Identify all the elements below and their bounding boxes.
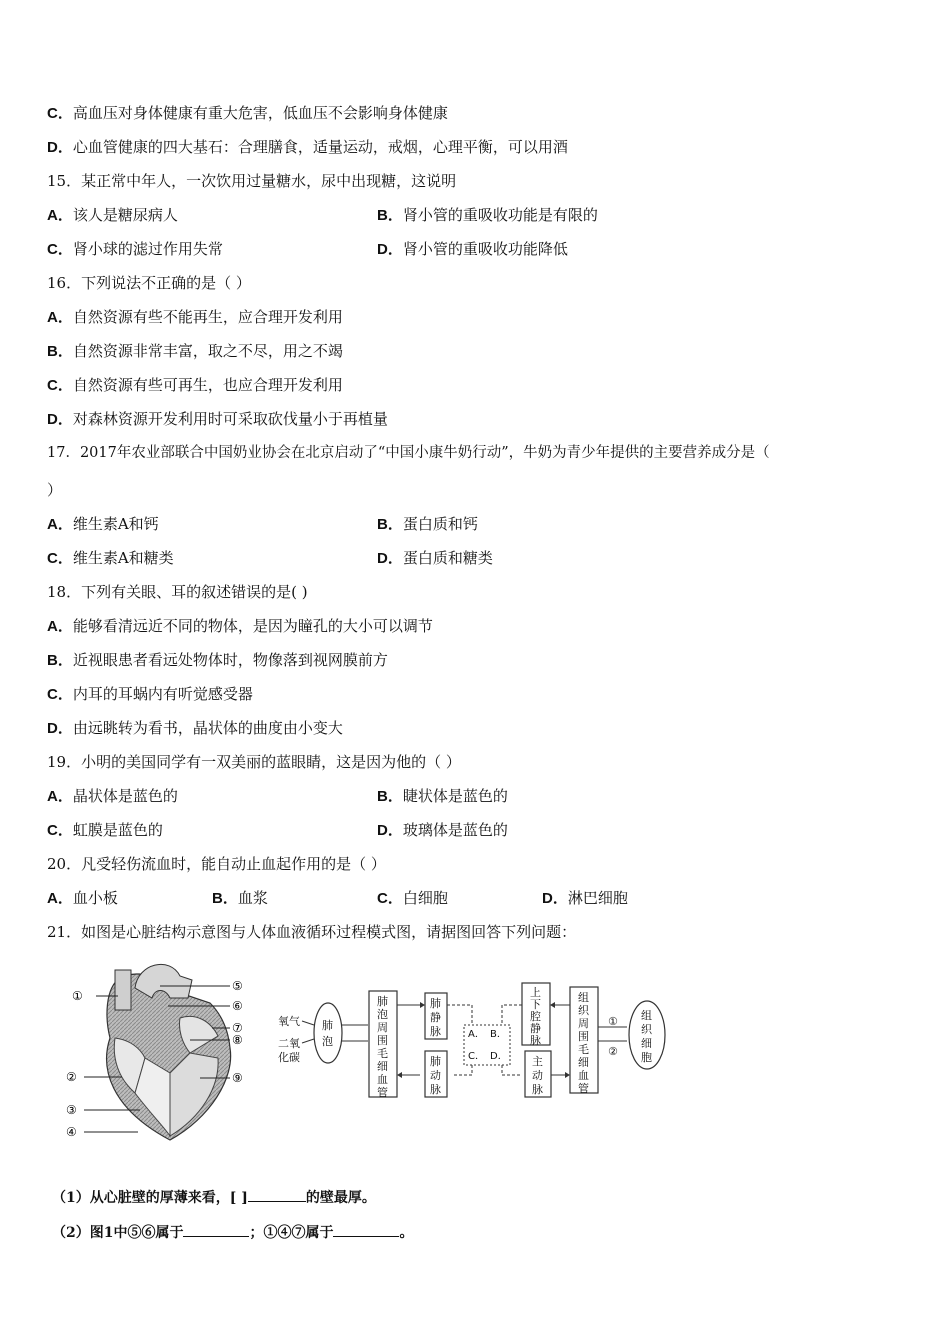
co2-label-2: 化碳 bbox=[278, 1051, 300, 1064]
heart-label-1: ① bbox=[72, 989, 83, 1003]
heart-label-9: ⑨ bbox=[232, 1071, 243, 1085]
pulm-artery-char-3: 脉 bbox=[430, 1083, 441, 1096]
exchange-1: ① bbox=[608, 1015, 618, 1028]
q18-option-d: D．由远眺转为看书，晶状体的曲度由小变大 bbox=[47, 719, 343, 737]
vena-cava-char-4: 静 bbox=[530, 1022, 541, 1035]
lung-cap-char-5: 毛 bbox=[377, 1047, 388, 1060]
q20-option-d: D．淋巴细胞 bbox=[542, 889, 628, 907]
tissue-cap-char-5: 毛 bbox=[578, 1043, 589, 1056]
tissue-cap-char-3: 周 bbox=[578, 1017, 589, 1030]
lung-cap-char-1: 肺 bbox=[377, 995, 388, 1008]
q17-option-b: B．蛋白质和钙 bbox=[377, 515, 478, 533]
pulm-artery-char-2: 动 bbox=[430, 1069, 441, 1082]
answer-blank-3[interactable] bbox=[333, 1222, 399, 1237]
q20-options bbox=[47, 888, 907, 909]
q17-options-ab bbox=[47, 514, 907, 535]
q20-stem: 20．凡受轻伤流血时，能自动止血起作用的是（ ） bbox=[47, 855, 386, 873]
alveoli-label-2: 泡 bbox=[322, 1035, 333, 1048]
pulm-vein-char-3: 脉 bbox=[430, 1025, 441, 1038]
tissue-cap-char-7: 血 bbox=[578, 1069, 589, 1082]
vena-cava-char-5: 脉 bbox=[530, 1034, 541, 1047]
heart-label-2: ② bbox=[66, 1070, 77, 1084]
q21-sub2: （2）图1中⑤⑥属于 ；①④⑦属于 。 bbox=[52, 1222, 413, 1243]
heart-diagram bbox=[60, 958, 250, 1148]
q17-stem-cont: ） bbox=[47, 481, 63, 499]
heart-label-5: ⑤ bbox=[232, 979, 243, 993]
alveoli-shape bbox=[314, 1003, 342, 1063]
tissue-cells-char-1: 组 bbox=[641, 1009, 652, 1022]
tissue-cells-char-2: 织 bbox=[641, 1023, 652, 1036]
q18-stem: 18．下列有关眼、耳的叙述错误的是( ) bbox=[47, 583, 308, 601]
q16-stem: 16．下列说法不正确的是（ ） bbox=[47, 274, 251, 292]
q19-options-ab bbox=[47, 786, 907, 807]
tissue-cells-char-4: 胞 bbox=[641, 1051, 652, 1064]
pulm-vein-char-1: 肺 bbox=[430, 997, 441, 1010]
oxygen-label: 氧气 bbox=[278, 1015, 300, 1028]
q15-option-d: D．肾小管的重吸收功能降低 bbox=[377, 240, 568, 258]
vena-cava-char-2: 下 bbox=[530, 998, 541, 1011]
q19-options-cd bbox=[47, 820, 907, 841]
tissue-cap-char-2: 织 bbox=[578, 1004, 589, 1017]
q17-option-c: C．维生素A和糖类 bbox=[47, 549, 174, 567]
alveoli-label-1: 肺 bbox=[322, 1019, 333, 1032]
q17-option-d: D．蛋白质和糖类 bbox=[377, 549, 493, 567]
q16-option-b: B．自然资源非常丰富，取之不尽，用之不竭 bbox=[47, 342, 343, 360]
answer-blank-2[interactable] bbox=[183, 1222, 249, 1237]
q20-option-a: A．血小板 bbox=[47, 889, 118, 907]
q15-stem: 15．某正常中年人，一次饮用过量糖水，尿中出现糖，这说明 bbox=[47, 172, 457, 190]
q16-option-c: C．自然资源有些可再生，也应合理开发利用 bbox=[47, 376, 343, 394]
lung-cap-char-2: 泡 bbox=[377, 1008, 388, 1021]
tissue-cap-char-8: 管 bbox=[578, 1082, 589, 1095]
tissue-cap-char-1: 组 bbox=[578, 991, 589, 1004]
q14-option-d: D．心血管健康的四大基石：合理膳食，适量运动，戒烟，心理平衡，可以用酒 bbox=[47, 138, 568, 156]
chamber-c: C． bbox=[468, 1051, 485, 1062]
q17-stem: 17．2017年农业部联合中国奶业协会在北京启动了“中国小康牛奶行动”，牛奶为青少年提供的主要营养成分是（ bbox=[47, 445, 770, 461]
heart-label-8: ⑧ bbox=[232, 1033, 243, 1047]
chamber-b: B． bbox=[490, 1029, 507, 1040]
vena-cava-char-3: 腔 bbox=[530, 1010, 541, 1023]
q20-option-b: B．血浆 bbox=[212, 889, 268, 907]
heart-label-6: ⑥ bbox=[232, 999, 243, 1013]
q19-option-c: C．虹膜是蓝色的 bbox=[47, 821, 163, 839]
tissue-cap-char-4: 围 bbox=[578, 1030, 589, 1043]
q18-option-b: B．近视眼患者看远处物体时，物像落到视网膜前方 bbox=[47, 651, 388, 669]
q21-stem: 21．如图是心脏结构示意图与人体血液循环过程模式图，请据图回答下列问题： bbox=[47, 923, 577, 941]
q17-options-cd bbox=[47, 548, 907, 569]
aorta-char-1: 主 bbox=[532, 1055, 543, 1068]
aorta-char-2: 动 bbox=[532, 1069, 543, 1082]
q18-option-a: A．能够看清远近不同的物体，是因为瞳孔的大小可以调节 bbox=[47, 617, 433, 635]
q16-option-d: D．对森林资源开发利用时可采取砍伐量小于再植量 bbox=[47, 410, 388, 428]
chamber-d: D． bbox=[490, 1051, 508, 1062]
q16-option-a: A．自然资源有些不能再生，应合理开发利用 bbox=[47, 308, 343, 326]
q14-option-c: C．高血压对身体健康有重大危害，低血压不会影响身体健康 bbox=[47, 104, 448, 122]
q15-option-a: A．该人是糖尿病人 bbox=[47, 206, 178, 224]
heart-label-3: ③ bbox=[66, 1103, 77, 1117]
chamber-a: A． bbox=[468, 1029, 485, 1040]
q17-option-a: A．维生素A和钙 bbox=[47, 515, 159, 533]
lung-cap-char-3: 周 bbox=[377, 1021, 388, 1034]
q15-option-b: B．肾小管的重吸收功能是有限的 bbox=[377, 206, 598, 224]
q19-option-a: A．晶状体是蓝色的 bbox=[47, 787, 178, 805]
tissue-cells-char-3: 细 bbox=[641, 1037, 652, 1050]
answer-blank-1[interactable] bbox=[248, 1187, 306, 1202]
tissue-cap-char-6: 细 bbox=[578, 1056, 589, 1069]
lung-cap-char-4: 围 bbox=[377, 1034, 388, 1047]
pulm-vein-char-2: 静 bbox=[430, 1011, 441, 1024]
co2-label-1: 二氧 bbox=[278, 1037, 300, 1050]
pulm-artery-char-1: 肺 bbox=[430, 1055, 441, 1068]
lung-cap-char-8: 管 bbox=[377, 1086, 388, 1099]
q21-sub1: （1）从心脏壁的厚薄来看，[ ] 的壁最厚。 bbox=[52, 1187, 376, 1208]
vena-cava-char-1: 上 bbox=[530, 986, 541, 999]
vena-cava bbox=[115, 970, 131, 1010]
q15-options-cd bbox=[47, 239, 907, 260]
q15-option-c: C．肾小球的滤过作用失常 bbox=[47, 240, 223, 258]
lung-cap-char-7: 血 bbox=[377, 1073, 388, 1086]
q20-option-c: C．白细胞 bbox=[377, 889, 448, 907]
lung-cap-char-6: 细 bbox=[377, 1060, 388, 1073]
heart-label-7: ⑦ bbox=[232, 1021, 243, 1035]
exchange-2: ② bbox=[608, 1045, 618, 1058]
q19-option-b: B．睫状体是蓝色的 bbox=[377, 787, 508, 805]
circulation-diagram bbox=[272, 975, 672, 1105]
aorta-char-3: 脉 bbox=[532, 1083, 543, 1096]
heart-label-4: ④ bbox=[66, 1125, 77, 1139]
q18-option-c: C．内耳的耳蜗内有听觉感受器 bbox=[47, 685, 253, 703]
q19-option-d: D．玻璃体是蓝色的 bbox=[377, 821, 508, 839]
q15-options-ab bbox=[47, 205, 907, 226]
q19-stem: 19．小明的美国同学有一双美丽的蓝眼睛，这是因为他的（ ） bbox=[47, 753, 461, 771]
